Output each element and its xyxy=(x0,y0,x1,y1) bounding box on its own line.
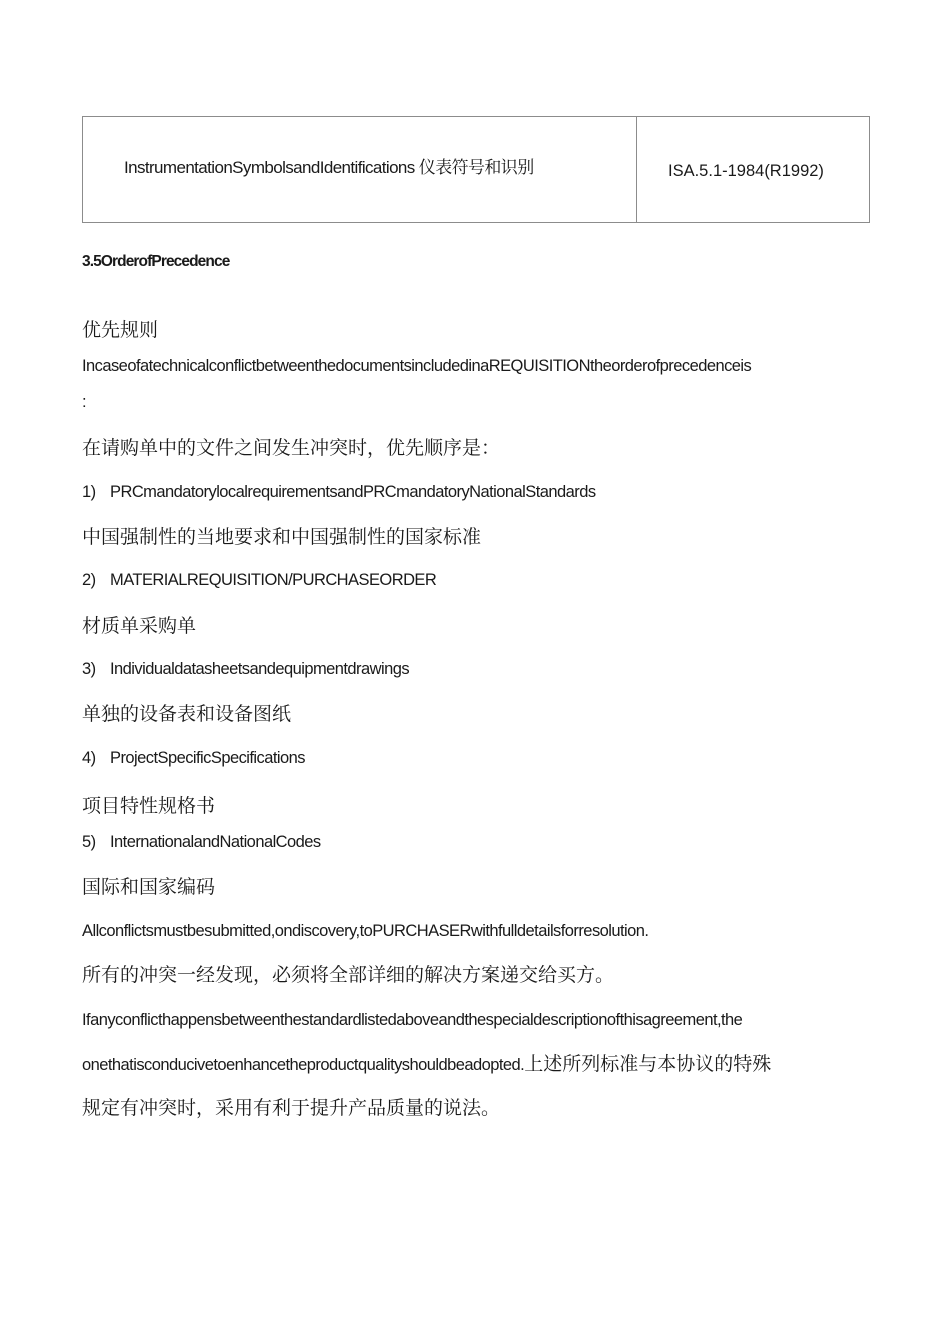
list-item xyxy=(82,833,321,852)
list-item-text-en: Individualdatasheetsandequipmentdrawings xyxy=(110,660,410,678)
intro-paragraph-zh: 在请购单中的文件之间发生冲突时，优先顺序是： xyxy=(82,438,501,459)
list-item xyxy=(82,571,436,590)
list-item xyxy=(82,749,305,768)
section-heading: 3.5OrderofPrecedence xyxy=(82,253,230,270)
list-item xyxy=(82,483,596,502)
standard-code: ISA.5.1-1984(R1992) xyxy=(668,162,824,180)
agreement-paragraph-en-2: onethatisconducivetoenhancetheproductqualityshouldbeadopted. xyxy=(82,1056,525,1074)
list-item-text-en: MATERIALREQUISITION/PURCHASEORDER xyxy=(110,571,437,589)
header-code-cell xyxy=(637,117,869,222)
agreement-paragraph-zh-2: 规定有冲突时，采用有利于提升产品质量的说法。 xyxy=(82,1098,501,1119)
list-item-number: 2) xyxy=(82,571,96,589)
list-item-text-zh: 材质单采购单 xyxy=(82,616,197,637)
conflicts-paragraph-en: Allconflictsmustbesubmitted,ondiscovery,toPURCHASERwithfulldetailsforresolution. xyxy=(82,922,649,940)
list-item-text-zh: 中国强制性的当地要求和中国强制性的国家标准 xyxy=(82,527,482,548)
list-item-text-en: InternationalandNationalCodes xyxy=(110,833,321,851)
document-header-table xyxy=(82,116,870,223)
list-item-number: 5) xyxy=(82,833,96,851)
agreement-paragraph-line-1: Ifanyconflicthappensbetweenthestandardlistedaboveandthespecialdescriptionofthisagreement,the xyxy=(82,1011,743,1029)
list-item-number: 4) xyxy=(82,749,96,767)
agreement-paragraph-line-2 xyxy=(82,1049,771,1076)
section-heading-zh: 优先规则 xyxy=(82,320,159,341)
agreement-paragraph-zh-1: 上述所列标准与本协议的特殊 xyxy=(524,1054,772,1075)
list-item-number: 1) xyxy=(82,483,96,501)
list-item-text-en: ProjectSpecificSpecifications xyxy=(110,749,305,767)
list-item-text-en: PRCmandatorylocalrequirementsandPRCmandatoryNationalStandards xyxy=(110,483,596,501)
conflicts-paragraph-zh: 所有的冲突一经发现，必须将全部详细的解决方案递交给买方。 xyxy=(82,965,615,986)
list-item xyxy=(82,660,409,679)
document-title: InstrumentationSymbolsandIdentifications 仪表符号和识别 xyxy=(124,158,534,177)
list-item-text-zh: 国际和国家编码 xyxy=(82,877,216,898)
list-item-number: 3) xyxy=(82,660,96,678)
header-title-cell xyxy=(83,117,637,222)
intro-paragraph-en: IncaseofatechnicalconflictbetweenthedocumentsincludedinaREQUISITIONtheorderofprecedenceis xyxy=(82,357,752,375)
intro-paragraph-en-tail: : xyxy=(82,393,87,411)
list-item-text-zh: 单独的设备表和设备图纸 xyxy=(82,704,292,725)
list-item-text-zh: 项目特性规格书 xyxy=(82,796,216,817)
